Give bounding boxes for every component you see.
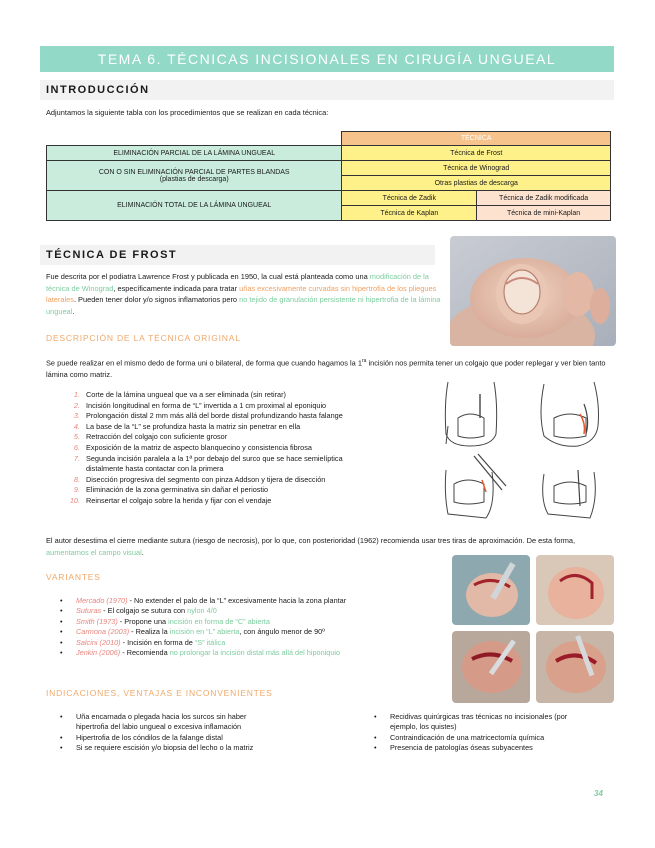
table-header: TÉCNICA — [342, 132, 611, 146]
table-row-label — [47, 161, 342, 191]
indication-item — [56, 733, 336, 743]
variant-text: - No extender el palo de la “L” excesivamente hacia la zona plantar — [127, 596, 347, 605]
step-item — [62, 432, 442, 443]
indication-item — [370, 743, 614, 753]
technique-table — [46, 131, 611, 221]
step-text: Disección progresiva del segmento con pinza Addson y tijera de disección — [86, 474, 326, 484]
step-number: 2. — [73, 400, 80, 410]
indication-text: Presencia de patologías óseas subyacentes — [390, 743, 533, 753]
step-item — [62, 401, 442, 412]
variant-highlight: “S” itálica — [194, 637, 226, 647]
highlight-visual-field: aumentamos el campo visual — [46, 547, 142, 557]
indication-text: Recidivas quirúrgicas tras técnicas no incisionales (por — [390, 712, 568, 721]
text-run: , específicamente indicada para tratar — [113, 283, 240, 293]
step-item — [62, 390, 442, 401]
highlight-winograd: modificación de la técnica de Winograd — [46, 272, 429, 293]
step-text: distalmente hasta contactar con la primera — [86, 464, 224, 474]
table-cell: Técnica de Zadik modificada — [477, 191, 611, 206]
indication-item — [56, 712, 336, 733]
variants-list — [56, 596, 446, 658]
superscript: ra — [361, 358, 367, 364]
variant-item — [56, 617, 446, 627]
step-text: Corte de la lámina ungueal que va a ser eliminada (sin retirar) — [86, 390, 286, 399]
variant-text: - Realiza la — [129, 627, 170, 637]
step-number: 9. — [73, 485, 80, 495]
step-number: 1. — [73, 390, 80, 399]
intro-heading: INTRODUCCIÓN — [40, 80, 614, 100]
variants-heading: VARIANTES — [46, 572, 101, 582]
highlight-indication: uñas excesivamente curvadas sin hipertrofia de los pliegues laterales — [46, 283, 437, 304]
indication-item — [370, 733, 614, 743]
variant-item — [56, 627, 446, 637]
table-row-label-line: CON O SIN ELIMINACIÓN PARCIAL DE PARTES BLANDAS — [98, 168, 290, 176]
frost-intro-paragraph — [46, 271, 441, 317]
variant-highlight: incisión en “L” abierta — [169, 627, 240, 637]
step-text: Retracción del colgajo con suficiente grosor — [86, 432, 228, 442]
variant-item — [56, 638, 446, 648]
steps-list — [62, 390, 442, 507]
variant-item — [56, 606, 446, 616]
table-row-label: ELIMINACIÓN PARCIAL DE LA LÁMINA UNGUEAL — [47, 146, 342, 161]
variant-highlight: nylon 4/0 — [187, 606, 217, 616]
table-row-label: ELIMINACIÓN TOTAL DE LA LÁMINA UNGUEAL — [47, 191, 342, 221]
indication-text: Contraindicación de una matricectomía química — [390, 732, 545, 742]
indication-text: Si se requiere escisión y/o biopsia del lecho o la matriz — [76, 743, 254, 753]
table-cell: Técnica de Frost — [342, 146, 611, 161]
step-number: 4. — [73, 421, 80, 431]
variant-highlight: no prolongar la incisión distal más allá del hiponiquio — [169, 648, 341, 658]
step-item — [62, 496, 442, 507]
indication-text: Hipertrofia de los cóndilos de la falange distal — [76, 732, 223, 742]
table-cell: Técnica de Winograd — [342, 161, 611, 176]
variant-text: - Propone una — [117, 616, 169, 626]
step-number: 10. — [69, 495, 80, 505]
intro-text: Adjuntamos la siguiente tabla con los procedimientos que se realizan en cada técnica: — [46, 108, 329, 117]
step-number: 7. — [73, 453, 80, 463]
text-run: incisión nos permita tener un colgajo que poder replegar y ver bien tanto lámina como matriz. — [46, 358, 606, 379]
text-run: Fue descrita por el podiatra Lawrence Frost y publicada en 1950, la cual está planteada como una — [46, 272, 370, 281]
step-item — [62, 485, 442, 496]
text-run: . — [72, 306, 75, 316]
indication-text: Uña encarnada o plegada hacia los surcos sin haber — [76, 712, 247, 721]
variant-author: Mercado (1970) — [76, 596, 128, 605]
step-item — [62, 422, 442, 433]
step-item — [62, 475, 442, 486]
step-item — [62, 464, 442, 475]
indication-item — [370, 712, 614, 733]
indications-right-list — [370, 712, 614, 754]
surgery-photos — [452, 555, 614, 703]
table-cell: Técnica de Kaplan — [342, 206, 477, 221]
table-cell: Técnica de mini-Kaplan — [477, 206, 611, 221]
step-number: 8. — [73, 474, 80, 484]
indication-text: hipertrofia del labio ungueal o excesiva inflamación — [76, 722, 242, 732]
highlight-contra: no tejido de granulación persistente ni hipertrofia de la lámina ungueal — [46, 295, 441, 316]
variant-text: , con ángulo menor de 90º — [239, 627, 325, 637]
variant-text: - El colgajo se sutura con — [101, 606, 188, 616]
description-heading: DESCRIPCIÓN DE LA TÉCNICA ORIGINAL — [46, 333, 241, 343]
indications-left-list — [56, 712, 336, 754]
table-row-label-line: (plastias de descarga) — [159, 175, 229, 183]
table-cell: Técnica de Zadik — [342, 191, 477, 206]
variant-highlight: incisión en forma de “C” abierta — [168, 616, 270, 626]
text-run: Se puede realizar en el mismo dedo de forma uni o bilateral, de forma que cuando hagamos la 1 — [46, 358, 362, 368]
page-title: TEMA 6. TÉCNICAS INCISIONALES EN CIRUGÍA UNGUEAL — [40, 46, 614, 72]
step-number: 3. — [73, 411, 80, 421]
variant-item — [56, 596, 446, 606]
text-run: El autor desestima el cierre mediante sutura (riesgo de necrosis), por lo que, con posterioridad (1962) recomienda usar tres tiras de aproximación. De esta forma, — [46, 536, 576, 545]
step-text: La base de la “L” se profundiza hasta la matriz sin penetrar en ella — [86, 421, 301, 431]
step-text: Incisión longitudinal en forma de “L” invertida a 1 cm proximal al eponiquio — [86, 400, 327, 410]
step-text: Eliminación de la zona germinativa sin dañar el periostio — [86, 485, 269, 495]
step-text: Exposición de la matriz de aspecto blanquecino y consistencia fibrosa — [86, 442, 312, 452]
frost-heading: TÉCNICA DE FROST — [40, 245, 435, 265]
indication-item — [56, 743, 336, 753]
text-run: . Pueden tener dolor y/o signos inflamatorios pero — [73, 295, 240, 304]
toe-photo — [450, 236, 616, 346]
indications-heading: INDICACIONES, VENTAJAS E INCONVENIENTES — [46, 688, 273, 698]
indication-text: ejemplo, los quistes) — [390, 722, 457, 732]
step-text: Reinsertar el colgajo sobre la herida y fijar con el vendaje — [86, 495, 272, 505]
variant-author: Jenkin (2006) — [76, 648, 121, 658]
variant-text: - Recomienda — [120, 648, 170, 658]
step-number: 6. — [73, 442, 80, 452]
step-number: 5. — [73, 432, 80, 442]
table-cell: Otras plastias de descarga — [342, 176, 611, 191]
variant-author: Carmona (2003) — [76, 627, 130, 637]
frost-technique-drawings — [440, 374, 616, 524]
variant-author: Suturas — [76, 606, 102, 616]
step-text: Prolongación distal 2 mm más allá del borde distal profundizando hasta falange — [86, 411, 343, 421]
page-number: 34 — [594, 789, 603, 798]
variant-text: - Incisión en forma de — [120, 637, 195, 647]
step-item — [62, 454, 442, 465]
step-item — [62, 443, 442, 454]
variant-author: Salcini (2010) — [76, 637, 121, 647]
variant-author: Smith (1973) — [76, 616, 118, 626]
text-run: . — [141, 547, 144, 557]
step-item — [62, 411, 442, 422]
variant-item — [56, 648, 446, 658]
step-text: Segunda incisión paralela a la 1ª por debajo del surco que se hace semielíptica — [86, 453, 343, 463]
